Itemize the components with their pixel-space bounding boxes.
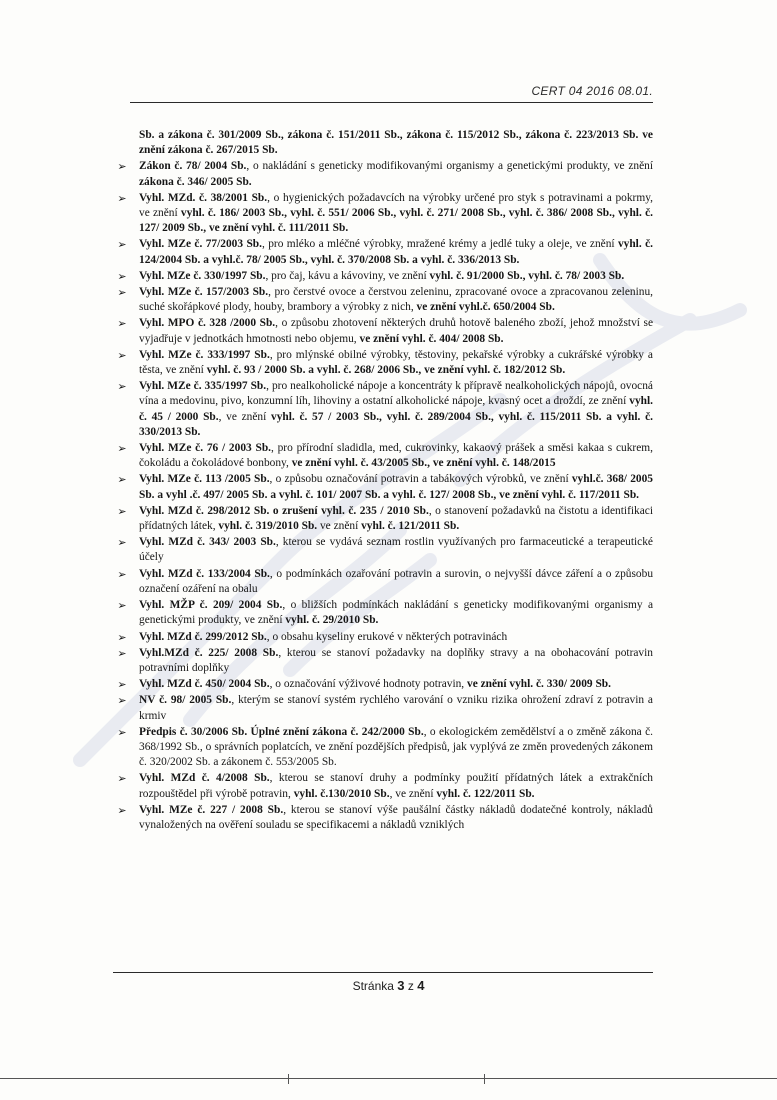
description-text: , kterou se vydává seznam rostlin využívaných pro farmaceutické a terapeutické účely: [139, 536, 653, 564]
arrow-bullet-icon: ➢: [117, 646, 127, 660]
list-item: [115, 441, 653, 471]
list-item: [115, 677, 653, 692]
citation-text: Předpis č. 30/2006 Sb. Úplné znění zákona č. 242/2000 Sb.: [139, 725, 424, 738]
citation-text: vyhl. č. 124/2004 Sb. a vyhl.č. 78/ 2005 Sb., vyhl. č. 370/2008 Sb. a vyhl. č. 336/2013 Sb.: [139, 238, 653, 266]
citation-text: Vyhl. MZe č. 113 /2005 Sb.: [139, 473, 270, 486]
citation-text: Sb. a zákona č. 301/2009 Sb., zákona č. 151/2011 Sb., zákona č. 115/2012 Sb., zákona č. 223/2013 Sb. ve znění zákona č. 267/2015 Sb.: [139, 129, 653, 157]
citation-text: vyhl. č. 57 / 2003 Sb., vyhl. č. 289/2004 Sb., vyhl. č. 115/2011 Sb. a vyhl. č. 330/2013 Sb.: [139, 410, 653, 438]
citation-text: Vyhl. MZe č. 77/2003 Sb.: [139, 238, 262, 251]
description-text: , pro nealkoholické nápoje a koncentráty k přípravě nealkoholických nápojů, ovocná vína a medovinu, pivo, konzumní líh, lihoviny a ostatní alkoholické nápoje, kvasný ocet a droždí, ze znění: [139, 380, 653, 408]
page-number: [0, 978, 777, 993]
citation-text: NV č. 98/ 2005 Sb.: [139, 694, 232, 707]
description-text: , kterou se stanoví požadavky na doplňky stravy a na obohacování potravin potravními doplňky: [139, 646, 653, 674]
header-divider: [130, 102, 653, 103]
page-label: Stránka: [352, 979, 394, 993]
arrow-bullet-icon: ➢: [117, 286, 127, 300]
citation-text: Vyhl. MZd č. 298/2012 Sb. o zrušení vyhl. č. 235 / 2010 Sb.: [139, 504, 429, 517]
citation-text: ve znění vyhl. č. 404/ 2008 Sb.: [359, 332, 504, 345]
citation-text: vyhl. č.130/2010 Sb.: [293, 787, 390, 800]
arrow-bullet-icon: ➢: [117, 380, 127, 394]
page-current: 3: [397, 978, 405, 993]
arrow-bullet-icon: ➢: [117, 536, 127, 550]
arrow-bullet-icon: ➢: [117, 160, 127, 174]
citation-text: Vyhl. MZd č. 450/ 2004 Sb.: [139, 678, 270, 691]
list-item: [115, 535, 653, 565]
citation-text: vyhl. č. 45 / 2000 Sb.: [139, 395, 653, 423]
citation-text: Vyhl.MZd č. 225/ 2008 Sb.: [139, 646, 279, 659]
footer-divider: [113, 972, 653, 973]
list-item: [115, 504, 653, 534]
list-item: [115, 472, 653, 502]
citation-text: Vyhl. MZe č. 330/1997 Sb.: [139, 269, 266, 282]
scan-tick: [288, 1074, 289, 1084]
description-text: , pro čerstvé ovoce a čerstvou zeleninu, zpracované ovoce a zpracovanou zeleninu, suché skořápkové plody, houby, brambory a výrobky z nich,: [139, 286, 653, 314]
list-item: [115, 771, 653, 801]
description-text: ve znění: [317, 520, 362, 533]
scan-edge-line: [0, 1078, 777, 1079]
arrow-bullet-icon: ➢: [117, 694, 127, 708]
description-text: , o označování výživové hodnoty potravin,: [269, 678, 467, 691]
citation-text: Vyhl. MZe č. 157/2003 Sb.: [139, 286, 269, 299]
description-text: , pro čaj, kávu a kávoviny, ve znění: [265, 269, 430, 282]
description-text: , o nakládání s geneticky modifikovanými organismy a genetickými produkty, ve znění: [246, 160, 653, 173]
description-text: , kterou se stanoví druhy a podmínky použití přídatných látek a extrakčních rozpouštědel při výrobě potravin,: [139, 772, 654, 800]
list-item: [115, 269, 653, 284]
list-item: [115, 128, 653, 158]
description-text: , o hygienických požadavcích na výrobky určené pro styk s potravinami a pokrmy, ve znění: [139, 191, 654, 220]
arrow-bullet-icon: ➢: [117, 317, 127, 331]
arrow-bullet-icon: ➢: [117, 191, 127, 205]
citation-text: vyhl. č. 122/2011 Sb.: [436, 787, 535, 800]
list-item: [115, 567, 653, 597]
citation-text: ve znění vyhl.č. 650/2004 Sb.: [416, 301, 555, 314]
description-text: , o stanovení požadavků na čistotu a identifikaci přídatných látek,: [139, 504, 653, 533]
arrow-bullet-icon: ➢: [117, 504, 127, 518]
list-item: [115, 630, 653, 645]
citation-text: Vyhl. MZd č. 4/2008 Sb.: [139, 772, 270, 785]
arrow-bullet-icon: ➢: [117, 269, 127, 283]
citation-text: vyhl. č. 319/2010 Sb.: [218, 520, 318, 533]
page-total: 4: [417, 978, 425, 993]
arrow-bullet-icon: ➢: [117, 678, 127, 692]
list-item: [115, 159, 653, 189]
arrow-bullet-icon: ➢: [117, 772, 127, 786]
citation-text: vyhl. č. 121/2011 Sb.: [361, 520, 460, 533]
description-text: , pro mlýnské obilné výrobky, těstoviny, pekařské výrobky a cukrářské výrobky a těsta, ve znění: [139, 348, 653, 377]
arrow-bullet-icon: ➢: [117, 238, 127, 252]
document-code: CERT 04 2016 08.01.: [531, 84, 653, 98]
citation-text: vyhl. č. 186/ 2003 Sb., vyhl. č. 551/ 2006 Sb., vyhl. č. 271/ 2008 Sb., vyhl. č. 386/ 2008 Sb., vyhl. č. 127/ 2009 Sb., ve znění vyhl. č. 111/2011 Sb.: [139, 207, 653, 235]
citation-text: Vyhl. MZe č. 333/1997 Sb.: [139, 348, 270, 361]
citation-text: vyhl. č. 29/2010 Sb.: [285, 614, 379, 627]
citation-text: Vyhl. MZd. č. 38/2001 Sb.: [139, 191, 268, 204]
citation-text: Vyhl. MZd č. 299/2012 Sb.: [139, 630, 267, 643]
arrow-bullet-icon: ➢: [117, 803, 127, 817]
citation-text: vyhl.č. 368/ 2005 Sb. a vyhl .č. 497/ 2005 Sb. a vyhl. č. 101/ 2007 Sb. a vyhl. č. 127/ 2008 Sb., ve znění vyhl. č. 117/2011 Sb.: [139, 473, 653, 501]
arrow-bullet-icon: ➢: [117, 725, 127, 739]
citation-text: zákona č. 346/ 2005 Sb.: [139, 175, 252, 188]
description-text: , ve znění: [389, 787, 437, 800]
list-item: [115, 237, 653, 267]
description-text: , o způsobu zhotovení některých druhů hotově baleného zboží, jehož množství se vyjadřuje v jednotkách hmotnosti nebo objemu,: [139, 317, 654, 345]
description-text: , pro přírodní sladidla, med, cukrovinky, kakaový prášek a směsi kakaa s cukrem, čokoládu a čokoládové bonbony,: [139, 442, 653, 470]
list-item: [115, 348, 653, 378]
scan-tick: [484, 1074, 485, 1084]
description-text: , pro mléko a mléčné výrobky, mražené krémy a jedlé tuky a oleje, ve znění: [261, 238, 618, 251]
page-of: z: [407, 979, 414, 993]
list-item: [115, 285, 653, 315]
description-text: , o ekologickém zemědělství a o změně zákona č. 368/1992 Sb., o správních poplatcích, ve znění pozdějších předpisů, jak vyplývá ze změn provedených zákonem č. 320/2002 Sb. a zákonem č. 553/2005 Sb.: [139, 725, 653, 769]
list-item: [115, 693, 653, 723]
citation-text: Vyhl. MZe č. 335/1997 Sb.: [139, 380, 267, 393]
list-item: [115, 316, 653, 346]
citation-text: vyhl. č. 93 / 2000 Sb. a vyhl. č. 268/ 2006 Sb., ve znění vyhl. č. 182/2012 Sb.: [206, 364, 566, 377]
citation-text: Zákon č. 78/ 2004 Sb.: [139, 160, 247, 173]
description-text: , o obsahu kyseliny erukové v některých potravinách: [266, 630, 508, 643]
description-text: , o podmínkách ozařování potravin a surovin, o nejvyšší dávce záření a o způsobu označení ozáření na obalu: [139, 567, 654, 595]
description-text: , kterou se stanoví výše paušální částky nákladů dodatečné kontroly, nákladů vynaložených na ověření souladu se specifikacemi a nákladů vzniklých: [139, 803, 653, 831]
citation-text: Vyhl. MZd č. 133/2004 Sb.: [139, 567, 270, 580]
list-item: [115, 191, 653, 237]
citation-text: vyhl. č. 91/2000 Sb., vyhl. č. 78/ 2003 Sb.: [429, 269, 625, 282]
citation-text: Vyhl. MZd č. 343/ 2003 Sb.: [139, 536, 276, 549]
arrow-bullet-icon: ➢: [117, 599, 127, 613]
citation-text: Vyhl. MZe č. 76 / 2003 Sb.: [139, 442, 271, 455]
arrow-bullet-icon: ➢: [117, 348, 127, 362]
list-item: [115, 598, 653, 628]
arrow-bullet-icon: ➢: [117, 473, 127, 487]
citation-text: Vyhl. MZe č. 227 / 2008 Sb.: [139, 803, 284, 816]
list-item: [115, 379, 653, 440]
description-text: , o bližších podmínkách nakládání s geneticky modifikovanými organismy a genetickými produkty, ve znění: [139, 599, 654, 627]
citation-text: Vyhl. MŽP č. 209/ 2004 Sb.: [139, 599, 283, 612]
citation-text: Vyhl. MPO č. 328 /2000 Sb.: [139, 317, 276, 330]
description-text: , o způsobu označování potravin a tabákových výrobků, ve znění: [269, 473, 572, 486]
description-text: , ve znění: [218, 410, 271, 423]
arrow-bullet-icon: ➢: [117, 630, 127, 644]
citation-text: ve znění vyhl. č. 330/ 2009 Sb.: [467, 678, 611, 691]
list-item: [115, 803, 653, 833]
list-item: [115, 725, 653, 771]
citation-text: ve znění vyhl. č. 43/2005 Sb., ve znění vyhl. č. 148/2015: [291, 457, 556, 470]
arrow-bullet-icon: ➢: [117, 442, 127, 456]
list-item: [115, 646, 653, 676]
arrow-bullet-icon: ➢: [117, 567, 127, 581]
regulation-list: [115, 128, 653, 834]
description-text: , kterým se stanoví systém rychlého varování o vzniku rizika ohrožení zdraví z potravin a krmiv: [139, 694, 653, 722]
